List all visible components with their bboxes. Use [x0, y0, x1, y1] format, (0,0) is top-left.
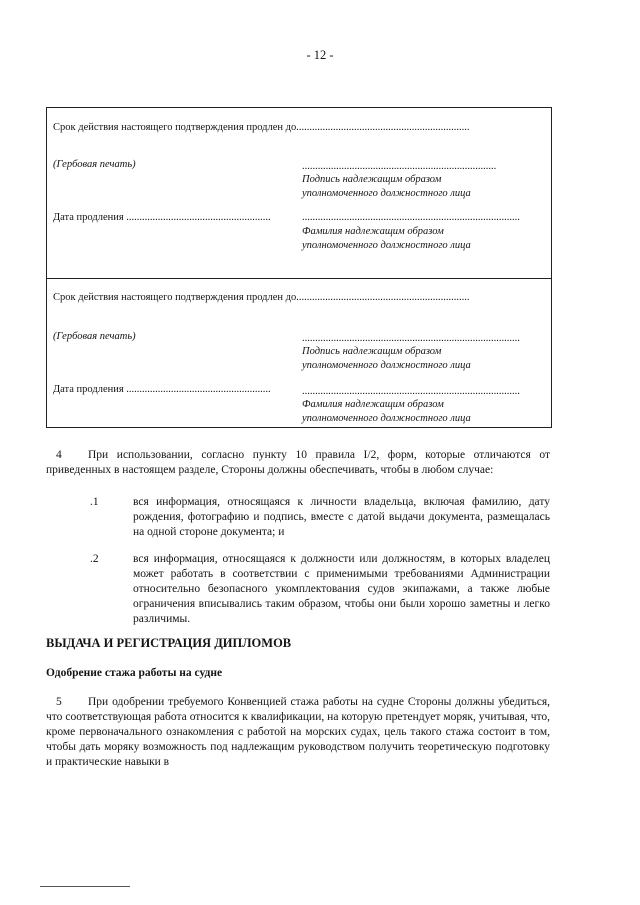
extension-date-line: Дата продления ....................................................... [53, 384, 271, 395]
extension-date-line: Дата продления ....................................................... [53, 212, 271, 223]
signature-dots: ................................................................................... [302, 333, 520, 344]
extension-line: Срок действия настоящего подтверждения продлен до.................................................................. [53, 292, 470, 303]
signature-caption: Подпись надлежащим образом [302, 346, 442, 357]
paragraph-5 [46, 695, 550, 770]
seal-label: (Гербовая печать) [53, 159, 136, 170]
signature-caption-2: уполномоченного должностного лица [302, 360, 471, 371]
extension-line: Срок действия настоящего подтверждения продлен до.................................................................. [53, 122, 470, 133]
list-item-number: .2 [90, 553, 99, 565]
name-caption: Фамилия надлежащим образом [302, 226, 444, 237]
footnote-separator [40, 886, 130, 887]
signature-caption-2: уполномоченного должностного лица [302, 188, 471, 199]
signature-caption: Подпись надлежащим образом [302, 174, 442, 185]
paragraph-text: При использовании, согласно пункту 10 правила I/2, форм, которые отличаются от приведенных в настоящем разделе, Стороны должны обеспечивать, чтобы в любом случае: [46, 449, 550, 476]
section-heading: ВЫДАЧА И РЕГИСТРАЦИЯ ДИПЛОМОВ [46, 636, 292, 650]
page-number: - 12 - [306, 48, 334, 62]
name-caption-2: уполномоченного должностного лица [302, 240, 471, 251]
seal-label: (Гербовая печать) [53, 331, 136, 342]
signature-dots: .......................................................................... [302, 161, 497, 172]
list-item-text: вся информация, относящаяся к должности или должностям, в которых владелец может работать в соответствии с применимыми требованиями Администрации относительно безопасного укомплектования судов экипажами, а также любые ограничения вписывались таким образом, чтобы они были хорошо заметны и легко различимы. [133, 553, 550, 625]
list-item-number: .1 [90, 496, 99, 508]
name-caption-2: уполномоченного должностного лица [302, 413, 471, 424]
name-caption: Фамилия надлежащим образом [302, 399, 444, 410]
list-item-text: вся информация, относящаяся к личности владельца, включая фамилию, дату рождения, фотографию и подпись, вместе с датой выдачи документа, размещалась на одной стороне документа; и [133, 496, 550, 538]
name-dots: ................................................................................... [302, 212, 520, 223]
paragraph-text: При одобрении требуемого Конвенцией стажа работы на судне Стороны должны убедиться, что соответствующая работа относится к квалификации, на которую претендует моряк, учитывая, что, кроме первоначального ознакомления с работой на морских судах, цель такого стажа состоит в том, чтобы дать моряку возможность под надлежащим руководством получить теоретическую подготовку и практические навыки в [46, 696, 550, 768]
section-subheading: Одобрение стажа работы на судне [46, 667, 223, 679]
paragraph-number: 5 [56, 696, 62, 708]
paragraph-4 [46, 448, 550, 478]
name-dots: ................................................................................... [302, 386, 520, 397]
paragraph-number: 4 [56, 449, 62, 461]
